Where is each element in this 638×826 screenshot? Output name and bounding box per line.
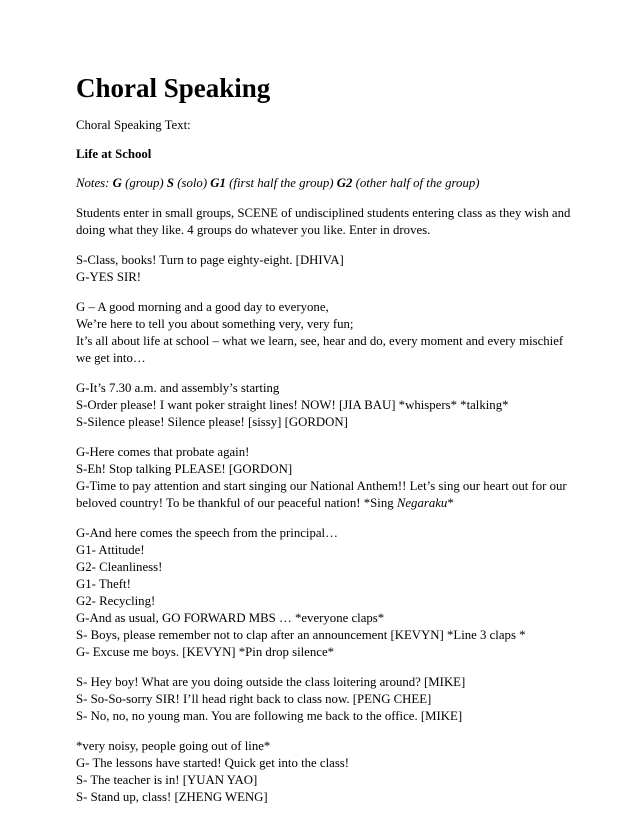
script-line: S-Eh! Stop talking PLEASE! [GORDON]	[76, 462, 293, 476]
script-block-4	[76, 444, 576, 512]
script-line: We’re here to tell you about something very, very fun;	[76, 317, 354, 331]
script-block-2	[76, 299, 576, 367]
subtitle: Choral Speaking Text:	[76, 118, 191, 132]
notes-line	[76, 175, 576, 192]
script-block-1	[76, 252, 576, 286]
script-line: G1- Theft!	[76, 577, 131, 591]
script-text: *	[447, 496, 454, 510]
script-line: G-Here comes that probate again!	[76, 445, 250, 459]
notes-g-text: (group)	[121, 176, 167, 190]
script-line: G2- Recycling!	[76, 594, 156, 608]
script-line: G-YES SIR!	[76, 270, 142, 284]
song-title: Negaraku	[396, 496, 448, 510]
script-line: S- So-So-sorry SIR! I’ll head right back to class now. [PENG CHEE]	[76, 692, 432, 706]
script-line: G-It’s 7.30 a.m. and assembly’s starting	[76, 381, 280, 395]
script-line: S- Stand up, class! [ZHENG WENG]	[76, 790, 268, 804]
script-line: *very noisy, people going out of line*	[76, 739, 271, 753]
script-line: G- Excuse me boys. [KEVYN] *Pin drop silence*	[76, 645, 335, 659]
section-title: Life at School	[76, 147, 152, 161]
document-page	[76, 72, 576, 806]
notes-g2-text: (other half of the group)	[352, 176, 480, 190]
script-line: S- The teacher is in! [YUAN YAO]	[76, 773, 258, 787]
notes-s-text: (solo)	[174, 176, 211, 190]
script-line: S- No, no, no young man. You are following me back to the office. [MIKE]	[76, 709, 463, 723]
text-line: doing what they like. 4 groups do whatever you like. Enter in droves.	[76, 223, 431, 237]
intro-paragraph	[76, 205, 576, 239]
text-line: Students enter in small groups, SCENE of undisciplined students entering class as they wish and	[76, 206, 571, 220]
document-title: Choral Speaking	[76, 73, 271, 103]
script-block-3	[76, 380, 576, 431]
script-line	[76, 495, 576, 512]
script-line: S-Silence please! Silence please! [sissy] [GORDON]	[76, 415, 348, 429]
notes-g1-key: G1	[210, 176, 226, 190]
script-block-5	[76, 525, 576, 661]
script-line: we get into…	[76, 351, 146, 365]
script-block-7	[76, 738, 576, 806]
script-line: G-And as usual, GO FORWARD MBS … *everyone claps*	[76, 611, 385, 625]
script-line: G1- Attitude!	[76, 543, 145, 557]
script-line: G- The lessons have started! Quick get into the class!	[76, 756, 350, 770]
script-line: S-Class, books! Turn to page eighty-eight. [DHIVA]	[76, 253, 344, 267]
notes-s-key: S	[166, 176, 175, 190]
notes-g2-key: G2	[336, 176, 353, 190]
script-block-6	[76, 674, 576, 725]
script-line: G-Time to pay attention and start singing our National Anthem!! Let’s sing our heart out for our	[76, 479, 567, 493]
notes-label: Notes:	[76, 176, 113, 190]
script-line: G-And here comes the speech from the principal…	[76, 526, 338, 540]
script-line: S-Order please! I want poker straight lines! NOW! [JIA BAU] *whispers* *talking*	[76, 398, 509, 412]
script-line: S- Hey boy! What are you doing outside the class loitering around? [MIKE]	[76, 675, 466, 689]
script-text: beloved country! To be thankful of our peaceful nation! *Sing	[76, 496, 397, 510]
notes-g-key: G	[112, 176, 122, 190]
script-line: It’s all about life at school – what we learn, see, hear and do, every moment and every mischief	[76, 334, 564, 348]
script-line: S- Boys, please remember not to clap after an announcement [KEVYN] *Line 3 claps *	[76, 628, 526, 642]
script-line: G2- Cleanliness!	[76, 560, 163, 574]
script-line: G – A good morning and a good day to everyone,	[76, 300, 329, 314]
notes-g1-text: (first half the group)	[225, 176, 337, 190]
